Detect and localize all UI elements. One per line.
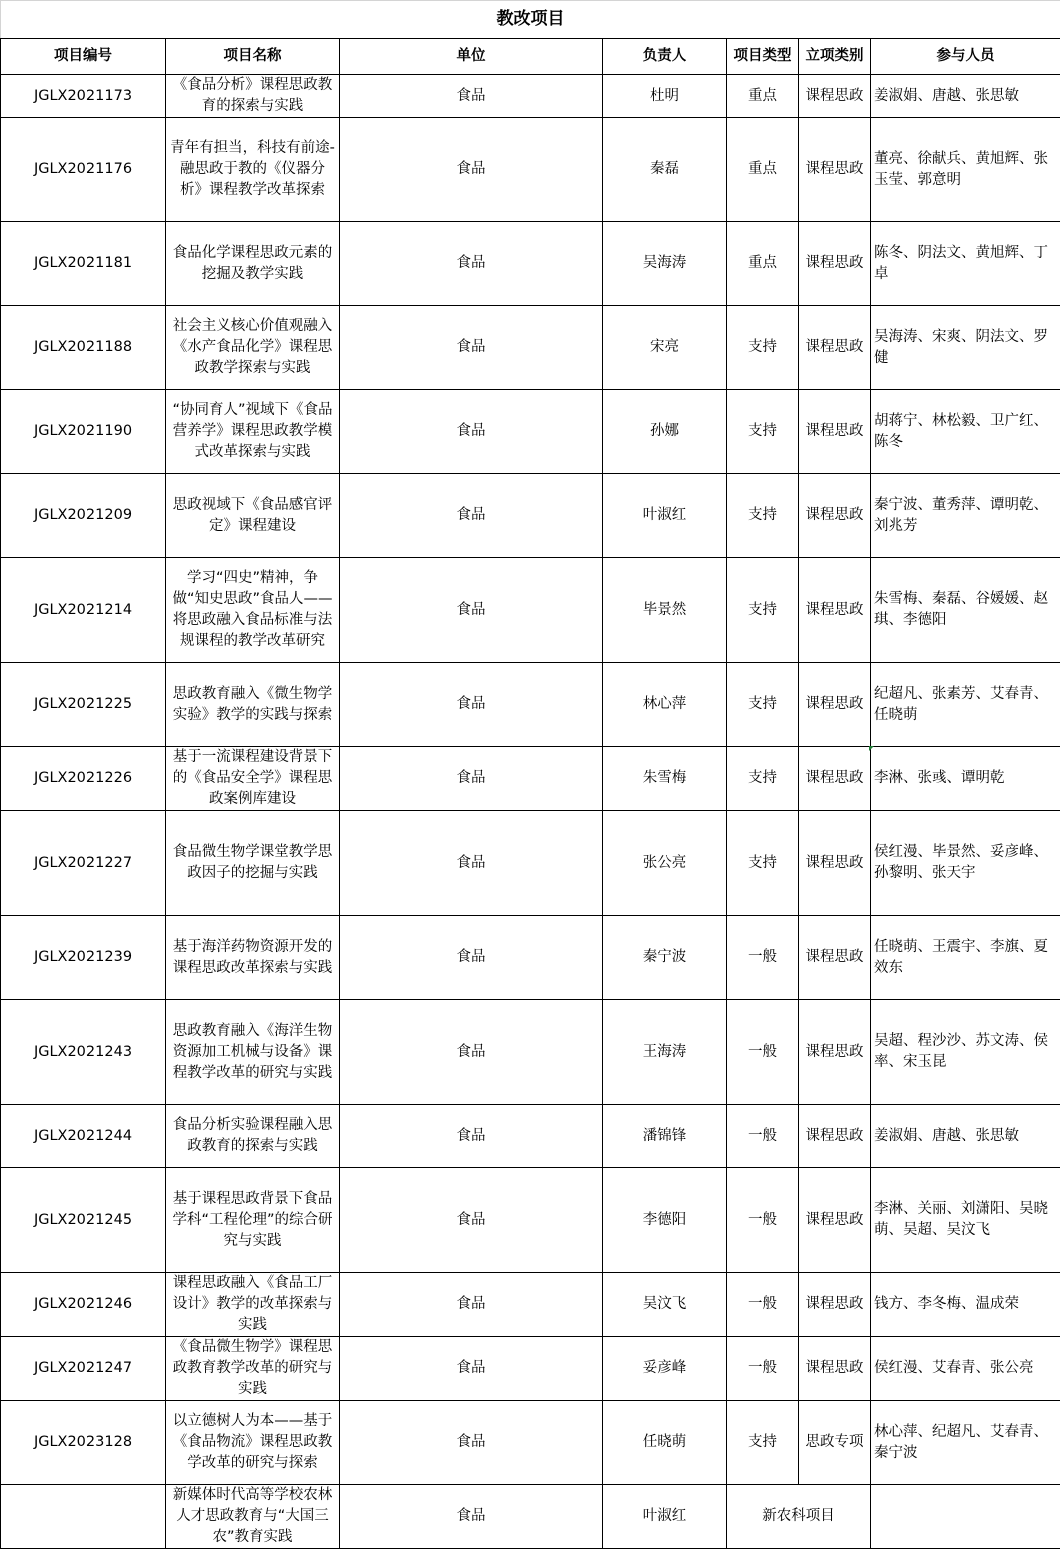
cell-name: 思政教育融入《海洋生物资源加工机械与设备》课程教学改革的研究与实践 (166, 1000, 340, 1105)
cell-unit: 食品 (340, 1401, 603, 1485)
cell-id: JGLX2021226 (1, 747, 166, 811)
cell-leader: 秦磊 (603, 118, 727, 222)
cell-type: 支持 (727, 306, 799, 390)
cell-leader: 叶淑红 (603, 474, 727, 558)
cell-name: 以立德树人为本——基于《食品物流》课程思政教学改革的研究与探索 (166, 1401, 340, 1485)
cell-members: 侯红漫、艾春青、张公亮 (871, 1337, 1060, 1401)
cell-unit: 食品 (340, 1337, 603, 1401)
cell-leader: 吴汶飞 (603, 1273, 727, 1337)
cell-leader: 王海涛 (603, 1000, 727, 1105)
cell-leader: 李德阳 (603, 1168, 727, 1273)
header-row (1, 39, 1060, 75)
cell-category: 课程思政 (799, 1168, 871, 1273)
header-category: 立项类别 (799, 39, 871, 75)
cell-type: 一般 (727, 1105, 799, 1168)
cell-members: 胡蒋宁、林松毅、卫广红、陈冬 (871, 390, 1060, 474)
table-row (1, 558, 1060, 663)
table-row (1, 474, 1060, 558)
cell-id: JGLX2021239 (1, 916, 166, 1000)
cell-members: 任晓萌、王震宇、李旗、夏效东 (871, 916, 1060, 1000)
cell-members: 秦宁波、董秀萍、谭明乾、刘兆芳 (871, 474, 1060, 558)
cell-name: 青年有担当，科技有前途-融思政于教的《仪器分析》课程教学改革探索 (166, 118, 340, 222)
cell-id: JGLX2021246 (1, 1273, 166, 1337)
cell-category: 课程思政 (799, 118, 871, 222)
table-row (1, 1105, 1060, 1168)
table-row (1, 1273, 1060, 1337)
cell-type: 重点 (727, 75, 799, 118)
cell-members: 姜淑娟、唐越、张思敏 (871, 1105, 1060, 1168)
cell-unit: 食品 (340, 1485, 603, 1549)
table-row (1, 811, 1060, 916)
cell-unit: 食品 (340, 390, 603, 474)
table-row (1, 75, 1060, 118)
cell-unit: 食品 (340, 663, 603, 747)
cell-name: 社会主义核心价值观融入《水产食品化学》课程思政教学探索与实践 (166, 306, 340, 390)
table-row (1, 390, 1060, 474)
cell-leader: 林心萍 (603, 663, 727, 747)
table-row (1, 1401, 1060, 1485)
cell-category: 课程思政 (799, 474, 871, 558)
cell-id: JGLX2021176 (1, 118, 166, 222)
cell-leader: 孙娜 (603, 390, 727, 474)
cell-type: 支持 (727, 474, 799, 558)
header-unit: 单位 (340, 39, 603, 75)
cell-category: 课程思政 (799, 558, 871, 663)
cell-name: 思政教育融入《微生物学实验》教学的实践与探索 (166, 663, 340, 747)
cell-leader: 朱雪梅 (603, 747, 727, 811)
cell-members: 李淋、关丽、刘潇阳、吴晓萌、吴超、吴汶飞 (871, 1168, 1060, 1273)
table-row (1, 1000, 1060, 1105)
cell-id: JGLX2023128 (1, 1401, 166, 1485)
cell-unit: 食品 (340, 916, 603, 1000)
cell-name: 《食品微生物学》课程思政教育教学改革的研究与实践 (166, 1337, 340, 1401)
cell-unit: 食品 (340, 747, 603, 811)
cell-category: 课程思政 (799, 1273, 871, 1337)
cell-comment-marker (869, 746, 874, 751)
cell-name: 食品微生物学课堂教学思政因子的挖掘与实践 (166, 811, 340, 916)
cell-id: JGLX2021243 (1, 1000, 166, 1105)
header-id: 项目编号 (1, 39, 166, 75)
cell-members: 侯红漫、毕景然、妥彦峰、孙黎明、张天宇 (871, 811, 1060, 916)
cell-leader: 叶淑红 (603, 1485, 727, 1549)
header-name: 项目名称 (166, 39, 340, 75)
cell-leader: 妥彦峰 (603, 1337, 727, 1401)
cell-id: JGLX2021188 (1, 306, 166, 390)
cell-name: 学习“四史”精神，争做“知史思政”食品人——将思政融入食品标准与法规课程的教学改革研究 (166, 558, 340, 663)
cell-category: 课程思政 (799, 390, 871, 474)
cell-members: 朱雪梅、秦磊、谷媛媛、赵琪、李德阳 (871, 558, 1060, 663)
title-row (1, 1, 1060, 39)
table-row-last (1, 1485, 1060, 1549)
cell-id: JGLX2021190 (1, 390, 166, 474)
cell-type: 一般 (727, 1273, 799, 1337)
cell-name: 基于海洋药物资源开发的课程思政改革探索与实践 (166, 916, 340, 1000)
cell-type: 支持 (727, 558, 799, 663)
cell-category: 课程思政 (799, 306, 871, 390)
cell-unit: 食品 (340, 306, 603, 390)
cell-id: JGLX2021225 (1, 663, 166, 747)
cell-members (871, 1485, 1060, 1549)
cell-leader: 宋亮 (603, 306, 727, 390)
cell-type: 支持 (727, 747, 799, 811)
cell-category: 课程思政 (799, 75, 871, 118)
header-type: 项目类型 (727, 39, 799, 75)
cell-category: 课程思政 (799, 222, 871, 306)
cell-name: 食品化学课程思政元素的挖掘及教学实践 (166, 222, 340, 306)
cell-unit: 食品 (340, 1105, 603, 1168)
cell-members: 纪超凡、张素芳、艾春青、任晓萌 (871, 663, 1060, 747)
cell-members: 吴海涛、宋爽、阴法文、罗健 (871, 306, 1060, 390)
cell-unit: 食品 (340, 811, 603, 916)
cell-unit: 食品 (340, 1000, 603, 1105)
cell-type: 一般 (727, 916, 799, 1000)
table-row (1, 1337, 1060, 1401)
cell-name: “协同育人”视域下《食品营养学》课程思政教学模式改革探索与实践 (166, 390, 340, 474)
header-members: 参与人员 (871, 39, 1060, 75)
cell-leader: 秦宁波 (603, 916, 727, 1000)
cell-category: 课程思政 (799, 663, 871, 747)
cell-members: 林心萍、纪超凡、艾春青、秦宁波 (871, 1401, 1060, 1485)
cell-unit: 食品 (340, 1273, 603, 1337)
cell-category: 课程思政 (799, 1105, 871, 1168)
cell-leader: 吴海涛 (603, 222, 727, 306)
header-leader: 负责人 (603, 39, 727, 75)
cell-id: JGLX2021181 (1, 222, 166, 306)
cell-id: JGLX2021245 (1, 1168, 166, 1273)
cell-members: 陈冬、阴法文、黄旭辉、丁卓 (871, 222, 1060, 306)
cell-type-category: 新农科项目 (727, 1485, 871, 1549)
cell-name: 食品分析实验课程融入思政教育的探索与实践 (166, 1105, 340, 1168)
table-row (1, 747, 1060, 811)
cell-leader: 杜明 (603, 75, 727, 118)
cell-type: 支持 (727, 1401, 799, 1485)
table-row (1, 916, 1060, 1000)
cell-unit: 食品 (340, 474, 603, 558)
cell-unit: 食品 (340, 75, 603, 118)
cell-id (1, 1485, 166, 1549)
cell-members: 姜淑娟、唐越、张思敏 (871, 75, 1060, 118)
cell-name: 思政视域下《食品感官评定》课程建设 (166, 474, 340, 558)
cell-id: JGLX2021247 (1, 1337, 166, 1401)
cell-category: 课程思政 (799, 1337, 871, 1401)
cell-type: 支持 (727, 663, 799, 747)
cell-type: 支持 (727, 390, 799, 474)
cell-category: 课程思政 (799, 916, 871, 1000)
cell-unit: 食品 (340, 118, 603, 222)
cell-type: 一般 (727, 1000, 799, 1105)
cell-name: 基于一流课程建设背景下的《食品安全学》课程思政案例库建设 (166, 747, 340, 811)
table-row (1, 118, 1060, 222)
table-title: 教改项目 (1, 1, 1060, 39)
cell-unit: 食品 (340, 222, 603, 306)
cell-leader: 任晓萌 (603, 1401, 727, 1485)
cell-id: JGLX2021227 (1, 811, 166, 916)
cell-type: 一般 (727, 1337, 799, 1401)
cell-name: 课程思政融入《食品工厂设计》教学的改革探索与实践 (166, 1273, 340, 1337)
cell-leader: 毕景然 (603, 558, 727, 663)
cell-name: 新媒体时代高等学校农林人才思政教育与“大国三农”教育实践 (166, 1485, 340, 1549)
cell-members: 董亮、徐献兵、黄旭辉、张玉莹、郭意明 (871, 118, 1060, 222)
table-row (1, 222, 1060, 306)
cell-id: JGLX2021244 (1, 1105, 166, 1168)
cell-type: 支持 (727, 811, 799, 916)
cell-category: 课程思政 (799, 811, 871, 916)
cell-leader: 潘锦锋 (603, 1105, 727, 1168)
cell-name: 基于课程思政背景下食品学科“工程伦理”的综合研究与实践 (166, 1168, 340, 1273)
cell-id: JGLX2021209 (1, 474, 166, 558)
cell-category: 课程思政 (799, 1000, 871, 1105)
cell-type: 重点 (727, 118, 799, 222)
cell-name: 《食品分析》课程思政教育的探索与实践 (166, 75, 340, 118)
cell-members: 吴超、程沙沙、苏文涛、侯率、宋玉昆 (871, 1000, 1060, 1105)
table-row (1, 306, 1060, 390)
cell-type: 一般 (727, 1168, 799, 1273)
table-row (1, 663, 1060, 747)
cell-id: JGLX2021173 (1, 75, 166, 118)
cell-unit: 食品 (340, 558, 603, 663)
cell-members: 钱方、李冬梅、温成荣 (871, 1273, 1060, 1337)
cell-leader: 张公亮 (603, 811, 727, 916)
cell-category: 课程思政 (799, 747, 871, 811)
table-row (1, 1168, 1060, 1273)
cell-unit: 食品 (340, 1168, 603, 1273)
cell-type: 重点 (727, 222, 799, 306)
cell-category: 思政专项 (799, 1401, 871, 1485)
cell-members: 李淋、张彧、谭明乾 (871, 747, 1060, 811)
cell-id: JGLX2021214 (1, 558, 166, 663)
